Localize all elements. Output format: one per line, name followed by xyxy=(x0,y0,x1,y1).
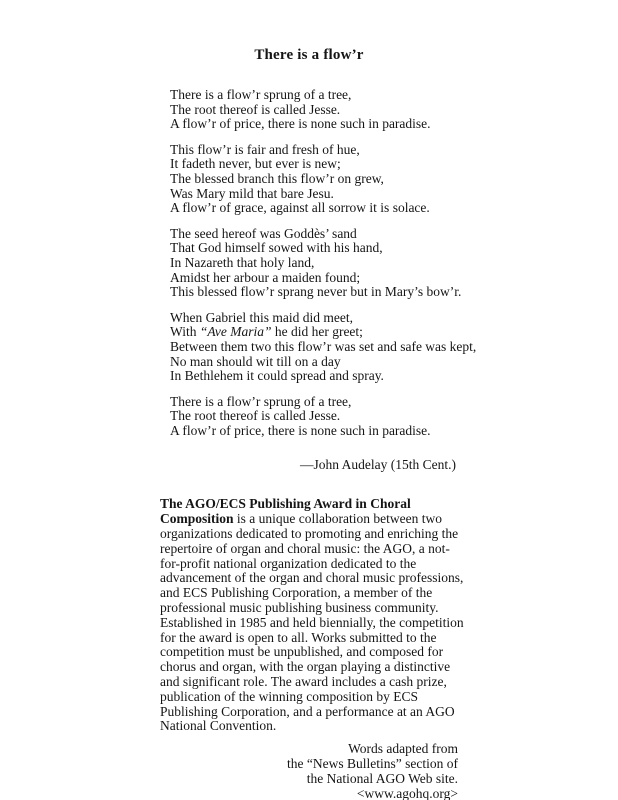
poem-line: No man should wit till on a day xyxy=(170,353,341,369)
poem-line-part: he did her greet; xyxy=(271,324,363,340)
credits-line: Words adapted from xyxy=(348,741,458,757)
poem-line: A flow’r of price, there is none such in paradise. xyxy=(170,116,431,132)
poem-line: A flow’r of price, there is none such in paradise. xyxy=(170,422,431,438)
poem-stanza-1 xyxy=(170,88,618,132)
poem-line: The seed hereof was Goddès’ sand xyxy=(170,225,357,241)
poem-attribution: —John Audelay (15th Cent.) xyxy=(300,457,456,473)
poem-stanza-3 xyxy=(170,227,618,300)
poem-stanza-4 xyxy=(170,311,618,384)
credits-url: <www.agohq.org> xyxy=(356,785,458,800)
poem-line: In Bethlehem it could spread and spray. xyxy=(170,368,384,384)
poem-line: Was Mary mild that bare Jesu. xyxy=(170,185,334,201)
poem-stanza-5 xyxy=(170,395,618,439)
credits-line: the National AGO Web site. xyxy=(306,770,458,786)
poem-line: Between them two this flow’r was set and safe was kept, xyxy=(170,338,477,354)
poem xyxy=(170,88,618,438)
poem-title: There is a flow’r xyxy=(254,47,364,63)
poem-line xyxy=(170,325,618,340)
poem-stanza-2 xyxy=(170,143,618,216)
poem-line: It fadeth never, but ever is new; xyxy=(170,156,341,172)
credits-line: the “News Bulletins” section of xyxy=(287,756,458,772)
poem-line-part: With xyxy=(170,324,200,340)
poem-line: That God himself sowed with his hand, xyxy=(170,240,383,256)
award-title-bold: The AGO/ECS Publishing Award in Choral Composition xyxy=(160,496,411,527)
poem-line: There is a flow’r sprung of a tree, xyxy=(170,87,352,102)
ave-maria-italic: “Ave Maria” xyxy=(199,324,272,340)
poem-line: When Gabriel this maid did meet, xyxy=(170,309,353,325)
poem-line: The root thereof is called Jesse. xyxy=(170,101,341,117)
poem-line: The blessed branch this flow’r on grew, xyxy=(170,170,384,186)
credits-block xyxy=(160,742,458,800)
poem-line: A flow’r of grace, against all sorrow it is solace. xyxy=(170,200,430,216)
poem-line: In Nazareth that holy land, xyxy=(170,254,315,270)
award-body-text: is a unique collaboration between two organizations dedicated to promoting and enriching the repertoire of organ and choral music: the AGO, a not-for-profit national organization dedicated to the advancement of the organ and choral music professions, and ECS Publishing Corporation, a member of the professional music publishing business community. Established in 1985 and held biennially, the competition for the award is open to all. Works submitted to the competition must be unpublished, and composed for chorus and organ, with the organ playing a distinctive and significant role. The award includes a cash prize, publication of the winning composition by ECS Publishing Corporation, and a performance at an AGO National Convention. xyxy=(160,511,464,734)
poem-line: There is a flow’r sprung of a tree, xyxy=(170,393,352,409)
poem-line: This blessed flow’r sprang never but in Mary’s bow’r. xyxy=(170,284,462,300)
award-paragraph xyxy=(160,497,468,734)
poem-line: Amidst her arbour a maiden found; xyxy=(170,269,361,285)
poem-line: This flow’r is fair and fresh of hue, xyxy=(170,141,360,157)
poem-line: The root thereof is called Jesse. xyxy=(170,408,341,424)
